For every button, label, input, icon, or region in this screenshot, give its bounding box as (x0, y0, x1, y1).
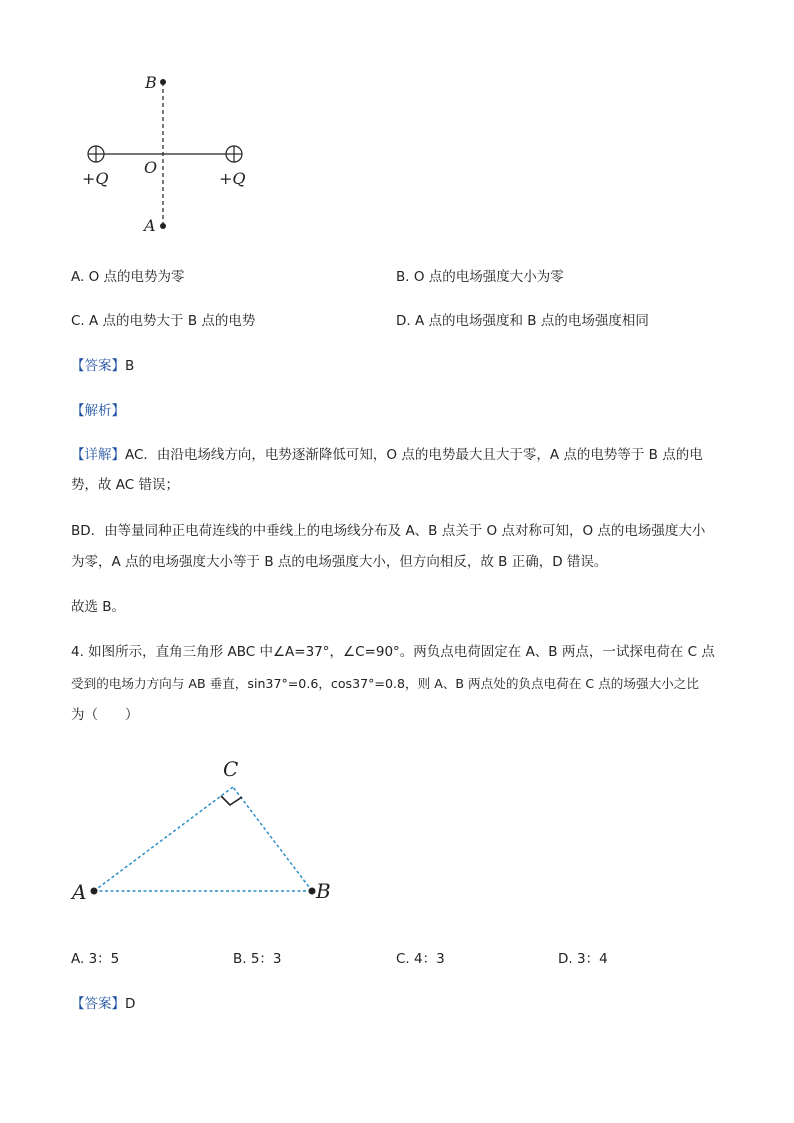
side-ac (94, 787, 233, 891)
q3-detail-line4: 为零，A 点的电场强度大小等于 B 点的电场强度大小，但方向相反，故 B 正确，D 错误。 (71, 554, 608, 570)
q4-stem-line1: 4. 如图所示，直角三角形 ABC 中∠A=37°，∠C=90°。两负点电荷固定在 A、B 两点，一试探电荷在 C 点 (71, 644, 715, 660)
label-b: B (316, 879, 331, 903)
q3-conclusion: 故选 B。 (71, 599, 126, 615)
q3-option-b: B. O 点的电场强度大小为零 (396, 269, 564, 285)
detail-text: AC．由沿电场线方向，电势逐渐降低可知，O 点的电势最大且大于零，A 点的电势等于 B 点的电 (125, 447, 703, 463)
point-b-dot (309, 888, 316, 895)
point-a-dot (160, 223, 166, 229)
point-a-dot (91, 888, 98, 895)
q4-triangle-figure (66, 750, 346, 910)
positive-charge-right-icon (226, 146, 242, 162)
answer-value: D (125, 996, 136, 1012)
answer-tag: 【答案】 (71, 358, 125, 374)
q3-answer (71, 357, 134, 375)
q3-detail-line2: 势，故 AC 错误； (71, 477, 180, 493)
label-charge-left: +Q (82, 169, 109, 188)
positive-charge-left-icon (88, 146, 104, 162)
point-b-dot (160, 79, 166, 85)
side-bc (233, 787, 312, 891)
q4-option-a: A. 3：5 (71, 951, 120, 967)
label-a: A (72, 880, 87, 904)
answer-tag: 【答案】 (71, 996, 125, 1012)
q3-option-c: C. A 点的电势大于 B 点的电势 (71, 313, 256, 329)
q4-stem-line2: 受到的电场力方向与 AB 垂直，sin37°=0.6，cos37°=0.8，则 A、B 两点处的负点电荷在 C 点的场强大小之比 (71, 676, 699, 691)
q3-option-a: A. O 点的电势为零 (71, 269, 185, 285)
q3-option-d: D. A 点的电场强度和 B 点的电场强度相同 (396, 313, 649, 329)
right-angle-mark-icon (221, 796, 242, 805)
q3-figure (70, 66, 260, 241)
q4-answer (71, 995, 135, 1013)
q3-detail-line1 (71, 446, 703, 464)
detail-tag: 【详解】 (71, 447, 125, 463)
label-c: C (223, 757, 239, 781)
label-charge-right: +Q (219, 169, 246, 188)
label-a: A (144, 216, 156, 235)
q3-analysis-tag: 【解析】 (71, 403, 125, 419)
q4-option-c: C. 4：3 (396, 951, 445, 967)
q4-option-d: D. 3：4 (558, 951, 608, 967)
q3-detail-line3: BD．由等量同种正电荷连线的中垂线上的电场线分布及 A、B 点关于 O 点对称可知，O 点的电场强度大小 (71, 523, 706, 539)
label-b: B (145, 73, 157, 92)
q4-stem-line3: 为（ ） (71, 707, 139, 723)
answer-value: B (125, 358, 135, 374)
label-o: O (144, 158, 158, 177)
q4-option-b: B. 5：3 (233, 951, 282, 967)
